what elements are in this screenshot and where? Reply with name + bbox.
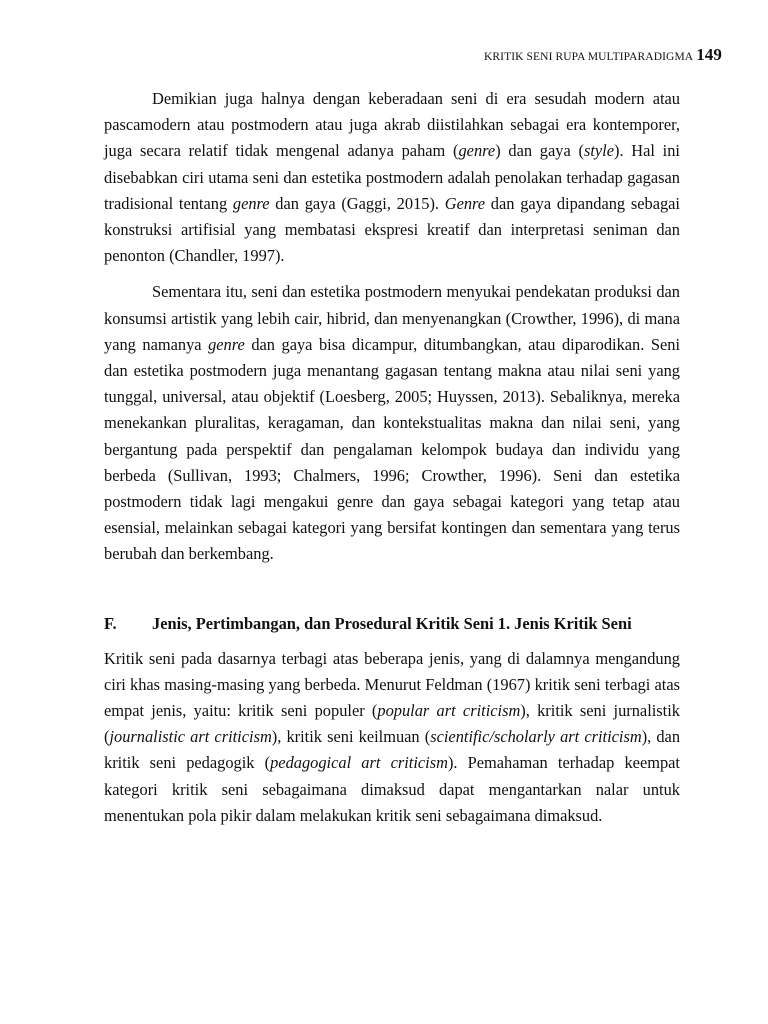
paragraph-1: Demikian juga halnya dengan keberadaan seni di era sesudah modern atau pascamodern atau postmodern atau juga akrab diistilahkan sebagai era kontemporer, juga secara relatif tidak mengenal adanya paham (genre) dan gaya (style). Hal ini disebabkan ciri utama seni dan estetika postmodern adalah penolakan terhadap gagasan tradisional tentang genre dan gaya (Gaggi, 2015). Genre dan gaya dipandang sebagai konstruksi artifisial yang membatasi ekspresi kreatif dan interpretasi seniman dan penonton (Chandler, 1997). <box>104 89 680 266</box>
page-number: 149 <box>696 45 722 64</box>
section-number: F. <box>104 613 117 633</box>
paragraph-2: Sementara itu, seni dan estetika postmodern menyukai pendekatan produksi dan konsumsi artistik yang lebih cair, hibrid, dan menyenangkan (Crowther, 1996), di mana yang namanya genre dan gaya bisa dicampur, ditumbangkan, atau diparodikan. Seni dan estetika postmodern juga menantang gagasan tentang makna atau nilai seni yang tunggal, universal, atau objektif (Loesberg, 2005; Huyssen, 2013). Sebaliknya, mereka menekankan pluralitas, keragaman, dan kontekstualitas makna dan nilai seni, yang bergantung pada perspektif dan pengalaman kelompok budaya dan individu yang berbeda (Sullivan, 1993; Chalmers, 1996; Crowther, 1996). Seni dan estetika postmodern tidak lagi mengakui genre dan gaya sebagai kategori yang tetap atau esensial, melainkan sebagai kategori yang bersifat kontingen dan sementara yang terus berubah dan berkembang. <box>104 282 681 564</box>
running-header <box>484 45 722 65</box>
running-title: KRITIK SENI RUPA MULTIPARADIGMA <box>484 51 694 63</box>
section-heading <box>104 614 680 634</box>
page-body <box>104 86 680 829</box>
paragraph-3: Kritik seni pada dasarnya terbagi atas beberapa jenis, yang di dalamnya mengandung ciri khas masing-masing yang berbeda. Menurut Feldman (1967) kritik seni terbagi atas empat jenis, yaitu: kritik seni populer (popular art criticism), kritik seni jurnalistik (journalistic art criticism), kritik seni keilmuan (scientific/scholarly art criticism), dan kritik seni pedagogik (pedagogical art criticism). Pemahaman terhadap keempat kategori kritik seni sebagaimana dimaksud dapat mengantarkan nalar untuk menentukan pola pikir dalam melakukan kritik seni sebagaimana dimaksud. <box>104 648 681 825</box>
section-title: Jenis, Pertimbangan, dan Prosedural Kritik Seni 1. Jenis Kritik Seni <box>152 613 632 633</box>
